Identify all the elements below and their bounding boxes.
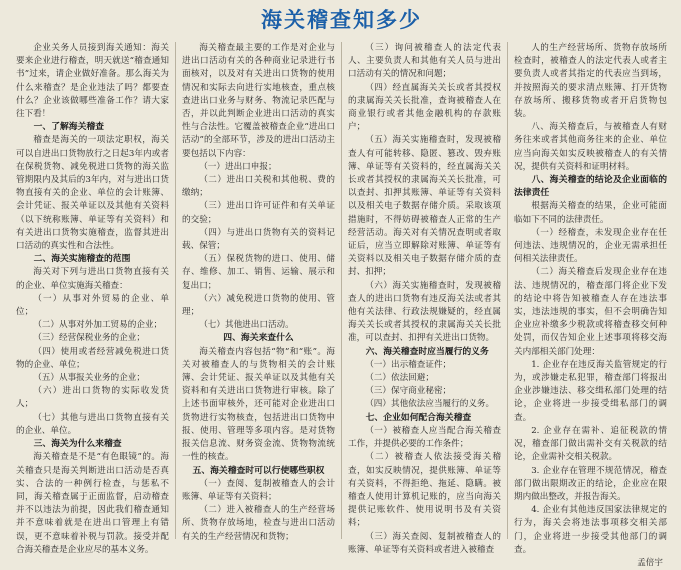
paragraph: 海关对下列与进出口货物直接有关的企业、单位实施海关稽查： <box>16 267 169 291</box>
list-item: （三）海关查阅、复制被稽查人的账簿、单证等有关资料或者进入被稽查 <box>348 531 501 555</box>
intro-paragraph: 企业关务人员接到海关通知：海关要来企业进行稽查，明天就送“稽查通知书”过来，请企业做好准备。那么海关为什么来稽查？是企业违法了吗？都要查什么？企业该做哪些准备工作？请大家往下看！ <box>16 43 169 120</box>
column-2 <box>175 42 341 542</box>
paragraph: 八、海关稽查后，与被稽查人有财务往来或者其他商务往来的企业、单位应当向海关如实反映被稽查人的有关情况，提供有关资料和证明材料。 <box>514 122 667 172</box>
section-heading: 六、海关稽查时应当履行的义务 <box>365 346 489 357</box>
article-columns <box>10 42 673 568</box>
list-item: （二）进出口关税和其他税、费的缴纳； <box>182 175 335 199</box>
list-item: （六）减免税进口货物的使用、管理； <box>182 293 335 318</box>
paragraph: 海关稽查是不是“有色眼镜”的。海关稽查只是海关判断进出口活动是否真实、合法的一种例行检查，与惩私不同，海关稽查属于正面监督，启动稽查并不以违法为前提，因此我们稽查通知并不意味着就是在进出口管理上有错误，更不意味着补税与罚款。接受并配合海关稽查是企业应尽的基本义务。 <box>16 452 169 555</box>
list-item: （二）海关稽查后发现企业存在违法、违规情况的，稽查部门将企业下发的结论中将告知被稽查人存在违法事实，违法违规的事实，但不会明确告知企业应补缴多少税款或将稽查移交何种处罚，而仅告知企业上述事项将移交海关内部相关部门处理： <box>514 267 667 357</box>
section-heading: 七、企业如何配合海关稽查 <box>365 412 472 423</box>
list-item: （五）海关实施稽查时，发现被稽查人有可能转移、隐匿、篡改、毁弃账簿、单证等有关资料的，经直属海关关长或者其授权的隶属海关关长批准，可以查封、扣押其账簿、单证等有关资料以及相关电子数据存储介质。采取该项措施时，不得妨碍被稽查人正常的生产经营活动。海关对有关情况查明或者取证后，应当立即解除对账簿、单证等有关资料以及相关电子数据存储介质的查封、扣押； <box>348 135 501 278</box>
list-item: （四）与进出口货物有关的资料记载、保管； <box>182 227 335 252</box>
article-title: 海关稽查知多少 <box>261 8 422 32</box>
list-item: （四）其他依法应当履行的义务。 <box>365 399 495 410</box>
list-item: （五）从事报关业务的企业； <box>33 373 145 384</box>
list-item: （四）经直属海关关长或者其授权的隶属海关关长批准，查询被稽查人在商业银行或者其他金融机构的存款账户； <box>348 82 501 133</box>
list-item: （二）从事对外加工贸易的企业； <box>33 320 163 331</box>
section-heading: 二、海关实施稽查的范围 <box>33 254 131 265</box>
column-1 <box>10 42 175 555</box>
list-item: （六）进出口货物的实际收发货人； <box>16 386 169 410</box>
list-item: （一）经稽查，未发现企业存在任何违法、违规情况的，企业无需承担任何相关法律责任。 <box>514 227 667 265</box>
paragraph: 海关稽查最主要的工作是对企业与进出口活动有关的各种商业记录进行书面核对，以及对有关进出口货物的使用情况和实际去向进行实地核查，重点核查进出口业务与财务、物流记录匹配与否，并以此判断企业进出口活动的真实性与合法性。它覆盖被稽查企业“进出口活动”的全部环节，涉及的进出口活动主要包括以下内容： <box>182 43 335 159</box>
paragraph: 根据海关稽查的结果，企业可能面临如下不同的法律责任。 <box>514 201 667 225</box>
list-item: （三）保守商业秘密； <box>365 386 452 397</box>
section-heading: 三、海关为什么来稽查 <box>33 439 122 450</box>
list-item: （三）进出口许可证件和有关单证的交验； <box>182 201 335 225</box>
list-item: （四）使用或者经营减免税进口货物的企业、单位； <box>16 346 169 370</box>
list-item: 3. 企业存在管理不规范情况，稽查部门做出限期改正的结论，企业应在限期内做出整改，并报告海关。 <box>514 465 667 502</box>
list-item: （一）从事对外贸易的企业、单位； <box>16 293 169 318</box>
list-item: （一）进出口申报； <box>199 161 277 172</box>
list-item: （一）出示稽查证件； <box>365 359 452 370</box>
list-item: （一）被稽查人应当配合海关稽查工作，并提供必要的工作条件； <box>348 425 501 450</box>
list-item: （三）询问被稽查人的法定代表人、主要负责人和其他有关人员与进出口活动有关的情况和问题； <box>348 43 501 80</box>
section-heading: 八、海关稽查的结论及企业面临的法律责任 <box>514 175 667 199</box>
paragraph: 海关稽查内容包括“物”和“账”。海关对被稽查人的与货物相关的会计账簿、会计凭证、报关单证以及其他有关资料和有关进出口货物进行审核。除了上述书面审核外，还可能对企业进出口货物进行实物核查，包括进出口货物申报、使用、管理等多项内容。是对货物报关信息流、财务资金流、货物物流统一性的核查。 <box>182 346 335 463</box>
list-item: （三）经营保税业务的企业； <box>33 333 145 344</box>
paragraph: 人的生产经营场所、货物存放场所检查时，被稽查人的法定代表人或者主要负责人或者其指定的代表应当到场，并按照海关的要求清点账簿、打开货物存放场所、搬移货物或者开启货物包装。 <box>514 43 667 120</box>
list-item: 4. 企业有其他违反国家法律规定的行为，海关会将违法事项移交相关部门，企业将进一步接受其他部门的调查。 <box>514 505 667 555</box>
list-item: （五）保税货物的进口、使用、储存、维修、加工、销售、运输、展示和复出口； <box>182 254 335 291</box>
list-item: 1. 企业存在违反海关监管规定的行为，或涉嫌走私犯罪，稽查部门将报出企业涉嫌违法、移交缉私部门处理的结论，企业将进一步接受缉私部门的调查。 <box>514 359 667 423</box>
list-item: （二）进入被稽查人的生产经营场所、货物存放场地，检查与进出口活动有关的生产经营情况和货物； <box>182 505 335 542</box>
list-item: （七）其他进出口活动。 <box>199 320 294 331</box>
list-item: （六）海关实施稽查时，发现被稽查人的进出口货物有违反海关法或者其他有关法律、行政法规嫌疑的，经直属海关关长或者其授权的隶属海关关长批准，可以查封、扣押有关进出口货物。 <box>348 280 501 344</box>
column-4 <box>507 42 673 568</box>
section-heading: 五、海关稽查时可以行使哪些职权 <box>192 465 325 476</box>
section-heading: 四、海关来查什么 <box>223 333 294 344</box>
section-heading: 一、了解海关稽查 <box>33 122 104 133</box>
paragraph: 稽查是海关的一项法定职权，海关可以自进出口货物放行之日起3年内或者在保税货物、减免税进口货物的海关监管期限内及其后的3年内，对与进出口货物直接有关的企业、单位的会计账簿、会计凭证、报关单证以及其他有关资料（以下统称账簿、单证等有关资料）和有关进出口货物实施稽查，监督其进出口活动的真实性和合法性。 <box>16 135 169 252</box>
list-item: （一）查阅、复制被稽查人的会计账簿、单证等有关资料； <box>182 478 335 502</box>
list-item: （七）其他与进出口货物直接有关的企业、单位。 <box>16 412 169 436</box>
list-item: （二）依法回避； <box>365 373 434 384</box>
list-item: （二）被稽查人依法接受海关稽查，如实反映情况，提供账簿、单证等有关资料，不得拒绝、拖延、隐瞒。被稽查人使用计算机记账的，应当向海关提供记账软件、使用说明书及有关资料； <box>348 452 501 529</box>
column-3 <box>341 42 507 555</box>
list-item: 2. 企业存在需补、追征税款的情况，稽查部门做出需补交有关税款的结论，企业需补交相关税款。 <box>514 425 667 463</box>
author-name: 孟倍宇 <box>637 557 663 568</box>
